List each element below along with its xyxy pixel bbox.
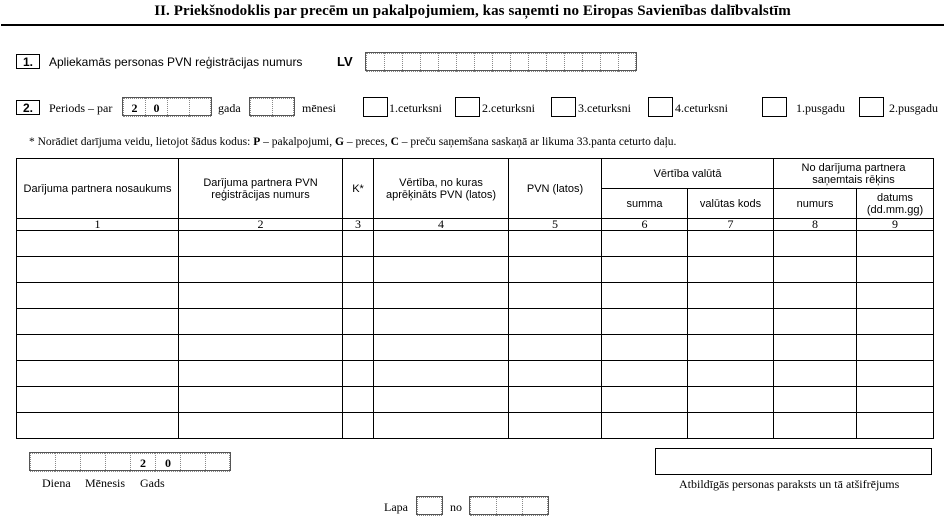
table-cell[interactable] [179,335,343,361]
q4-label: 4.ceturksni [675,101,728,115]
table-cell[interactable] [179,361,343,387]
vat-number-cell[interactable] [384,53,402,72]
q3-label: 3.ceturksni [578,101,631,115]
code-c: C [390,136,399,148]
table-row [17,257,934,283]
year-digit-cell[interactable] [189,98,211,117]
title-divider [1,24,944,26]
q1-label: 1.ceturksni [389,101,442,115]
col-currency-code-header: valūtas kods [688,189,774,219]
table-cell[interactable] [774,413,857,439]
table-cell[interactable] [774,283,857,309]
table-cell[interactable] [17,387,179,413]
group-currency-value-header: Vērtība valūtā [602,159,774,189]
table-cell[interactable] [688,309,774,335]
table-cell[interactable] [374,335,509,361]
total-pages-digit-cell[interactable] [496,497,522,516]
table-cell[interactable] [374,387,509,413]
table-cell[interactable] [509,231,602,257]
column-number-row [17,219,934,231]
column-number: 3 [343,219,374,231]
column-number: 2 [179,219,343,231]
table-cell[interactable] [509,335,602,361]
table-cell[interactable] [509,257,602,283]
year-digit-cell[interactable]: 2 [123,98,145,117]
vat-number-cell[interactable] [492,53,510,72]
vat-number-cell[interactable] [438,53,456,72]
table-cell[interactable] [179,413,343,439]
table-cell[interactable] [17,309,179,335]
table-cell[interactable] [857,413,934,439]
table-cell[interactable] [17,283,179,309]
table-cell[interactable] [857,361,934,387]
table-cell[interactable] [602,335,688,361]
page-digit-cell[interactable] [417,497,442,516]
vat-number-cell[interactable] [618,53,636,72]
vat-number-cell[interactable] [366,53,384,72]
day-label: Diena [42,476,71,490]
table-row [17,231,934,257]
table-cell[interactable] [509,387,602,413]
table-cell[interactable] [774,335,857,361]
vat-number-label: Apliekamās personas PVN reģistrācijas numurs [49,55,303,69]
date-digit-cell[interactable] [30,453,55,472]
table-cell[interactable] [857,231,934,257]
footer-year-label: Gads [140,476,165,490]
col-vat-header: PVN (latos) [509,159,602,219]
table-cell[interactable] [688,231,774,257]
table-row [17,309,934,335]
page-total-boxes[interactable] [469,496,549,515]
table-cell[interactable] [374,309,509,335]
table-cell[interactable] [17,361,179,387]
col-type-header: K* [343,159,374,219]
signature-box[interactable] [655,448,932,475]
table-cell[interactable] [509,413,602,439]
table-cell[interactable] [509,283,602,309]
vat-number-cell[interactable] [510,53,528,72]
code-p-text: – pakalpojumi, [260,136,335,148]
table-cell[interactable] [179,231,343,257]
table-cell[interactable] [374,231,509,257]
month-digit-cell[interactable] [250,98,272,117]
table-cell[interactable] [374,361,509,387]
table-cell[interactable] [17,231,179,257]
table-cell[interactable] [602,309,688,335]
table-cell[interactable] [343,413,374,439]
section-2-number: 2. [16,100,40,115]
group-invoice-header: No darījuma partnera saņemtais rēķins [774,159,934,189]
year-digit-cell[interactable]: 0 [145,98,167,117]
table-cell[interactable] [509,309,602,335]
page-label: Lapa [384,500,408,514]
table-row [17,387,934,413]
date-digit-cell[interactable] [180,453,205,472]
table-cell[interactable] [857,283,934,309]
table-cell[interactable] [343,309,374,335]
code-c-text: – preču saņemšana saskaņā ar likuma 33.panta ceturto daļu. [398,136,677,148]
table-cell[interactable] [374,413,509,439]
date-digit-cell[interactable] [205,453,230,472]
table-cell[interactable] [602,387,688,413]
transactions-table [16,158,934,439]
code-g-text: – preces, [343,136,391,148]
table-row [17,413,934,439]
table-cell[interactable] [179,283,343,309]
footer-month-label: Mēnesis [85,476,125,490]
vat-number-cell[interactable] [564,53,582,72]
table-cell[interactable] [17,413,179,439]
table-cell[interactable] [602,257,688,283]
table-cell[interactable] [509,361,602,387]
vat-number-cell[interactable] [582,53,600,72]
column-number: 9 [857,219,934,231]
table-cell[interactable] [343,387,374,413]
table-cell[interactable] [602,231,688,257]
q2-checkbox[interactable] [455,97,480,117]
q4-checkbox[interactable] [648,97,673,117]
col-partner-vat-header: Darījuma partnera PVN reģistrācijas numurs [179,159,343,219]
table-cell[interactable] [17,335,179,361]
table-cell[interactable] [374,283,509,309]
page-of-label: no [450,500,462,514]
table-cell[interactable] [374,257,509,283]
note-lead: * Norādiet darījuma veidu, lietojot šādus kodus: [29,136,254,148]
table-cell[interactable] [774,309,857,335]
year-label: gada [218,101,241,115]
year-digit-cell[interactable] [167,98,189,117]
table-cell[interactable] [17,257,179,283]
column-number: 7 [688,219,774,231]
signature-label: Atbildīgās personas paraksts un tā atšifrējums [679,477,900,491]
table-cell[interactable] [602,361,688,387]
table-cell[interactable] [343,283,374,309]
table-cell[interactable] [774,361,857,387]
column-number: 5 [509,219,602,231]
table-cell[interactable] [774,387,857,413]
date-digit-cell[interactable]: 0 [155,453,180,472]
table-cell[interactable] [179,309,343,335]
total-pages-digit-cell[interactable] [470,497,496,516]
table-cell[interactable] [857,257,934,283]
table-cell[interactable] [688,387,774,413]
col-sum-header: summa [602,189,688,219]
q2-label: 2.ceturksni [482,101,535,115]
table-row [17,283,934,309]
month-label: mēnesi [302,101,336,115]
table-cell[interactable] [688,361,774,387]
form-title: II. Priekšnodoklis par precēm un pakalpojumiem, kas saņemti no Eiropas Savienības dalībvalstīm [154,3,791,19]
table-cell[interactable] [857,387,934,413]
table-cell[interactable] [343,335,374,361]
table-cell[interactable] [343,361,374,387]
page-number-boxes[interactable] [416,496,443,515]
table-cell[interactable] [602,413,688,439]
date-digit-cell[interactable] [55,453,80,472]
date-digit-cell[interactable] [80,453,105,472]
section-1-number: 1. [16,54,40,69]
table-cell[interactable] [774,257,857,283]
date-digit-cell[interactable] [105,453,130,472]
table-row [17,361,934,387]
vat-number-cell[interactable] [474,53,492,72]
vat-number-cell[interactable] [420,53,438,72]
col-taxable-value-header: Vērtība, no kuras aprēķināts PVN (latos) [374,159,509,219]
vat-number-cell[interactable] [402,53,420,72]
col-partner-name-header: Darījuma partnera nosaukums [17,159,179,219]
table-cell[interactable] [179,387,343,413]
date-boxes[interactable] [29,452,231,471]
table-row [17,335,934,361]
h2-label: 2.pusgadu [889,101,938,115]
period-year-boxes[interactable] [122,97,212,116]
col-invoice-number-header: numurs [774,189,857,219]
vat-number-cell[interactable] [456,53,474,72]
vat-number-cell[interactable] [600,53,618,72]
table-cell[interactable] [857,309,934,335]
vat-number-boxes[interactable] [365,52,637,71]
col-invoice-date-header: datums (dd.mm.gg) [857,189,934,219]
code-p: P [253,136,261,148]
q3-checkbox[interactable] [551,97,576,117]
vat-number-cell[interactable] [528,53,546,72]
q1-checkbox[interactable] [363,97,388,117]
column-number: 1 [17,219,179,231]
period-month-boxes[interactable] [249,97,295,116]
table-cell[interactable] [688,257,774,283]
period-label: Periods – par [49,101,113,115]
vat-number-cell[interactable] [546,53,564,72]
table-cell[interactable] [774,231,857,257]
table-cell[interactable] [688,335,774,361]
h2-checkbox[interactable] [859,97,884,117]
column-number: 6 [602,219,688,231]
table-cell[interactable] [179,257,343,283]
month-digit-cell[interactable] [272,98,294,117]
table-cell[interactable] [688,283,774,309]
transaction-code-note [29,136,676,148]
h1-checkbox[interactable] [762,97,787,117]
table-cell[interactable] [343,257,374,283]
table-cell[interactable] [857,335,934,361]
total-pages-digit-cell[interactable] [522,497,548,516]
h1-label: 1.pusgadu [796,101,845,115]
column-number: 8 [774,219,857,231]
date-digit-cell[interactable]: 2 [130,453,155,472]
table-cell[interactable] [343,231,374,257]
table-cell[interactable] [602,283,688,309]
table-cell[interactable] [688,413,774,439]
country-prefix: LV [337,54,353,69]
code-g: G [335,136,344,148]
column-number: 4 [374,219,509,231]
